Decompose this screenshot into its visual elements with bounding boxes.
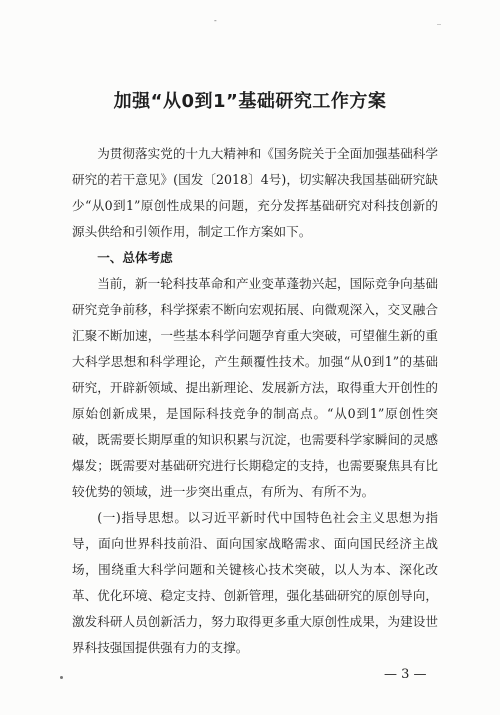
guiding-ideology-paragraph: (一)指导思想。以习近平新时代中国特色社会主义思想为指导，面向世界科技前沿、面向国家战略需求、面向国民经济主战场，围绕重大科学问题和关键核心技术突破，以人为本、深化改革、优化环境、稳定支持、创新管理，强化基础研究的原创导向，激发科研人员创新活力，努力取得更多重大原创性成果，为建设世界科技强国提供强有力的支撑。 xyxy=(72,510,438,655)
body-paragraph: 当前，新一轮科技革命和产业变革蓬勃兴起，国际竞争向基础研究竞争前移，科学探索不断向宏观拓展、向微观深入，交叉融合汇聚不断加速，一些基本科学问题孕育重大突破，可望催生新的重大科学思想和科学理论，产生颠覆性技术。加强“从0到1”的基础研究，开辟新领域、提出新理论、发展新方法，取得重大开创性的原始创新成果，是国际科技竞争的制高点。“从0到1”原创性突破，既需要长期厚重的知识积累与沉淀，也需要科学家瞬间的灵感爆发；既需要对基础研究进行长期稳定的支持，也需要聚焦具有比较优势的领域，进一步突出重点，有所为、有所不为。 xyxy=(72,276,438,499)
page-number: — 3 — xyxy=(384,667,427,682)
section-heading: 一、总体考虑 xyxy=(97,250,173,265)
document-title: 加强“从0到1”基础研究工作方案 xyxy=(113,91,387,112)
scan-dot xyxy=(60,676,63,679)
document-body xyxy=(72,141,438,661)
top-mark-left: - xyxy=(214,16,217,25)
top-mark-right: _ xyxy=(437,16,441,25)
intro-paragraph: 为贯彻落实党的十九大精神和《国务院关于全面加强基础科学研究的若干意见》(国发〔2018〕4号)，切实解决我国基础研究缺少“从0到1”原创性成果的问题，充分发挥基础研究对科技创新的源头供给和引领作用，制定工作方案如下。 xyxy=(72,146,438,239)
